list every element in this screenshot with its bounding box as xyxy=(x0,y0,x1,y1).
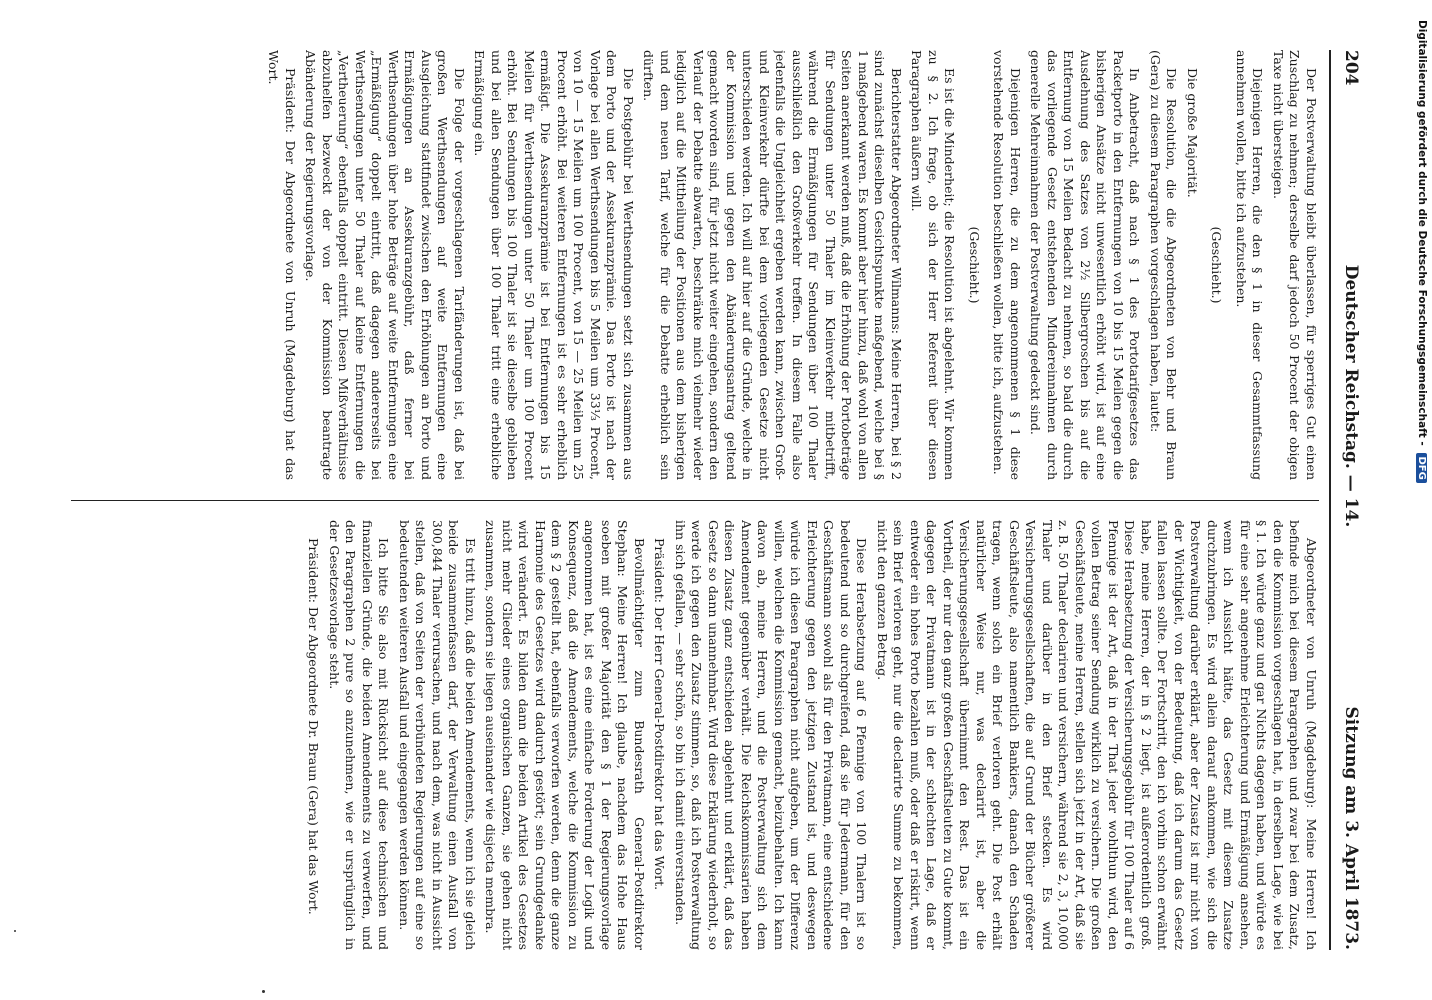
credit-text: Digitalisierung gefördert durch die Deutsche Forschungsgemeinschaft - xyxy=(1416,20,1428,446)
header-left-title: Deutscher Reichstag. — 14. xyxy=(1341,264,1361,528)
column-divider xyxy=(71,500,1319,501)
paragraph: Die Postgebühr bei Werthsendungen setzt sich zusammen aus dem Porto und der Assekuranzprämie. Das Porto ist nach der Vorlage bei allen Werthsendungen bis 5 Meilen um 33⅓ Procent, von 10 — 15 Meilen um 100 Procent, von 15 — 25 Meilen um 25 Procent erhöht. Bei weiteren Entfernungen ist es sehr erheblich ermäßigt. Die Assekuranzprämie ist bei Entfernungen bis 15 Meilen für Werthsendungen unter 50 Thaler um 100 Procent erhöht. Bei Sendungen bis 100 Thaler ist sie dieselbe geblieben und bei allen Sendungen über 100 Thaler tritt eine erhebliche Ermäßigung ein. xyxy=(472,50,636,480)
stage-direction: (Geschieht.) xyxy=(967,226,982,304)
paragraph: Ich bitte Sie also mit Rücksicht auf diese technischen und finanziellen Gründe, die beiden Amendements zu verwerfen, und den Paragraphen 2 pure so anzunehmen, wie er ursprünglich in der Gesetzesvorlage steht. xyxy=(327,520,392,950)
paragraph: Bevollmächtigter zum Bundesrath General-Postdirektor Stephan: Meine Herren! Ich glaube, nachdem das Hohe Haus soeben mit großer Majorität den § 1 der Regierungsvorlage angenommen hat, ist es eine einfache Forderung der Logik und Konsequenz, daß die Amendements, welche die Kommission zu dem § 2 gestellt hat, ebenfalls verworfen werden, denn die ganze Harmonie des Gesetzes wird dadurch gestört; sein Grundgedanke wird verändert. Es bilden dann die beiden Artikel des Gesetzes nicht mehr Glieder eines organischen Ganzen, sie gehen nicht zusammen, sondern sie liegen auseinander wie disjecta membra. xyxy=(483,520,647,950)
paragraph: Diejenigen Herren, die den § 1 in dieser Gesammtfassung annehmen wollen, bitte ich aufzustehen. xyxy=(1234,50,1266,480)
stage-direction: (Geschieht.) xyxy=(1209,226,1225,304)
rotated-document-sheet xyxy=(51,20,1381,980)
header-rule xyxy=(1329,50,1331,950)
dfg-logo: DFG xyxy=(1416,453,1427,482)
paragraph: Diejenigen Herren, die zu dem angenommenen § 1 diese vorstehende Resolution beschließen wollen, bitte ich, aufzustehen. xyxy=(991,50,1023,480)
scan-speck xyxy=(262,990,265,993)
paragraph: Der Postverwaltung bleibt überlassen, für sperriges Gut einen Zuschlag zu nehmen; derselbe darf jedoch 50 Procent der obigen Taxe nicht übersteigen. xyxy=(1271,50,1319,480)
paragraph: Es tritt hinzu, daß die beiden Amendements, wenn ich sie gleich beide zusammenfassen darf, der Verwaltung einen Ausfall von 300,844 Thaler verursachen, und nach dem, was nicht in Aussicht stellen, daß von Seiten der verbündeten Regierungen auf eine so bedeutenden weiteren Ausfall und eingegangen werden können. xyxy=(397,520,478,950)
digitization-credit xyxy=(1406,20,1428,980)
paragraph: In Anbetracht, daß nach § 1 des Portotarifgesetzes das Packetporto in den Entfernungen von 10 bis 15 Meilen gegen die bisherigen Ansätze nicht unwesentlich erhöht wird, ist auf eine Ausdehnung des Satzes von 2½ Silbergroschen bis auf die Entfernung von 15 Meilen Bedacht zu nehmen, so bald die durch das vorliegende Gesetz entstehenden Mindereinnahmen durch generelle Mehreinnahmen der Postverwaltung gedeckt sind. xyxy=(1028,50,1143,480)
paragraph: Abgeordneter von Unruh (Magdeburg): Meine Herren! Ich befinde mich bei diesem Paragraphen und zwar bei dem Zusatz, den die Kommission vorgeschlagen hat, in derselben Lage, wie bei § 1. Ich würde ganz und gar Nichts dagegen haben, und würde es für eine sehr angenehme Erleichterung und Ermäßigung ansehen, wenn ich Aussicht hätte, das Gesetz mit diesem Zusatze durchzubringen. Es wird allein darauf ankommen, wie sich die Postverwaltung darüber erklärt, aber der Zusatz ist mir nicht von der Wichtigkeit, von der Bedeutung, daß ich darum das Gesetz fallen lassen sollte. Der Fortschritt, den ich vorhin schon erwähnt habe, meine Herren, der in § 2 liegt, ist außerordentlich groß. Diese Herabsetzung der Versicherungsgebühr für 100 Thaler auf 6 Pfennige ist der Art, daß in der That jeder wohlthun wird, den vollen Betrag seiner Sendung wirklich zu versichern. Die großen Geschäftsleute, meine Herren, stellen sich jetzt in der Art, daß sie z. B. 50 Thaler declariren und versichern, während sie 2, 3, 10,000 Thaler und darüber in den Brief stecken. Es wird Versicherungsgesellschaften, die auf Grund der Bücher größerer Geschäftsleute, also namentlich Bankiers, danach den Schaden tragen, wenn solch ein Brief verloren geht. Die Post erhält natürlicher Weise nur, was declarirt ist, aber die Versicherungsgesellschaft übernimmt den Rest. Das ist ein Vortheil, der nur den ganz großen Geschäftsleuten zu Gute kommt, dagegen der Privatmann ist in der schlechten Lage, daß er entweder ein hohes Porto bezahlen muß, oder daß er riskirt, wenn sein Brief verloren geht, nur die declarirte Summe zu bekommen, nicht den ganzen Betrag. xyxy=(875,520,1319,950)
page-header xyxy=(1333,50,1361,950)
scan-speck xyxy=(14,930,16,932)
left-column xyxy=(71,50,1319,480)
paragraph: Berichterstatter Abgeordneter Wilmanns: Meine Herren, bei § 2 sind zunächst dieselben Gesichtspunkte maßgebend, welche bei § 1 maßgebend waren. Es kommt aber hier hinzu, daß wohl von allen Seiten anerkannt werden muß, daß die Erhöhung der Portobeträge für Sendungen unter 50 Thaler im Kleinverkehr mitbetrifft, während die Ermäßigungen für Sendungen über 100 Thaler ausschließlich den Großverkehr treffen. In diesem Falle also jedenfalls die Ungleichheit ergeben werden kann, zwischen Groß- und Kleinverkehr dürfte bei dem vorliegenden Gesetze nicht unterschieden werden. Ich will auf hier auf die Gründe, welche in der Kommission und gegen den Abänderungsantrag geltend gemacht worden sind, für jetzt nicht weiter eingehen, sondern den Verlauf der Debatte abwarten, beschränke mich vielmehr wieder lediglich auf die Mittheilung der Positionen aus dem bisherigen und dem neuen Tarif, welche für die Debatte erheblich sein dürften. xyxy=(641,50,904,480)
paragraph: Die Resolution, die die Abgeordneten von Behr und Braun (Gera) zu diesem Paragraphen vorgeschlagen haben, lautet: xyxy=(1148,50,1180,480)
right-column xyxy=(71,520,1319,950)
page-number: 204 xyxy=(1341,50,1361,86)
paragraph: Die Folge der vorgeschlagenen Tarifänderungen ist, daß bei großen Werthsendungen auf weite Entfernungen eine Ausgleichung stattfindet zwischen den Erhöhungen an Porto und Ermäßigungen an Assekuranzgebühr, daß ferner bei Werthsendungen über hohe Beträge auf weite Entfernungen eine „Ermäßigung“ doppelt eintritt, daß dagegen andererseits bei Werthsendungen unter 50 Thaler auf kleine Entfernungen die „Vertheuerung“ ebenfalls doppelt eintritt. Diesen Mißverhältnisse abzuhelfen bezweckt der von der Kommission beantragte Abänderung der Regierungsvorlage. xyxy=(303,50,467,480)
paragraph: Präsident: Der Abgeordnete Dr. Braun (Gera) hat das Wort. xyxy=(306,538,322,915)
paragraph: Es ist die Minderheit; die Resolution ist abgelehnt. Wir kommen zu § 2. Ich frage, ob sich der Herr Referent über diesen Paragraphen äußern will. xyxy=(909,50,958,480)
header-right-title: Sitzung am 3. April 1873. xyxy=(1341,706,1361,950)
paragraph: Die große Majorität. xyxy=(1185,68,1200,198)
paragraph: Präsident: Der Herr General-Postdirektor hat das Wort. xyxy=(652,538,668,891)
paragraph: Diese Herabsetzung auf 6 Pfennige von 100 Thalern ist so bedeutend und so durchgreifend, daß sie für Jedermann, für den Geschäftsmann sowohl als für den Privatmann, eine entschiedene Erleichterung gegen den jetzigen Zustand ist, und deswegen würde ich diesen Paragraphen nicht aufgeben, um der Differenz willen, welchen die Kommission gemacht, beizubehalten. Ich kann davon ab, meine Herren, und die Postverwaltung sich dem Amendement gegenüber verhält. Die Reichskommissarien haben diesen Zusatz ganz entschieden abgelehnt und erklärt, daß das Gesetz so dann unannehmbar. Wird diese Erklärung wiederholt, so werde ich gegen den Zusatz stimmen, so, daß ich Postverwaltung ihn sich gefallen, — sehr schön, so bin ich damit einverstanden. xyxy=(673,520,870,950)
paragraph: Präsident: Der Abgeordnete von Unruh (Magdeburg) hat das Wort. xyxy=(266,50,298,480)
